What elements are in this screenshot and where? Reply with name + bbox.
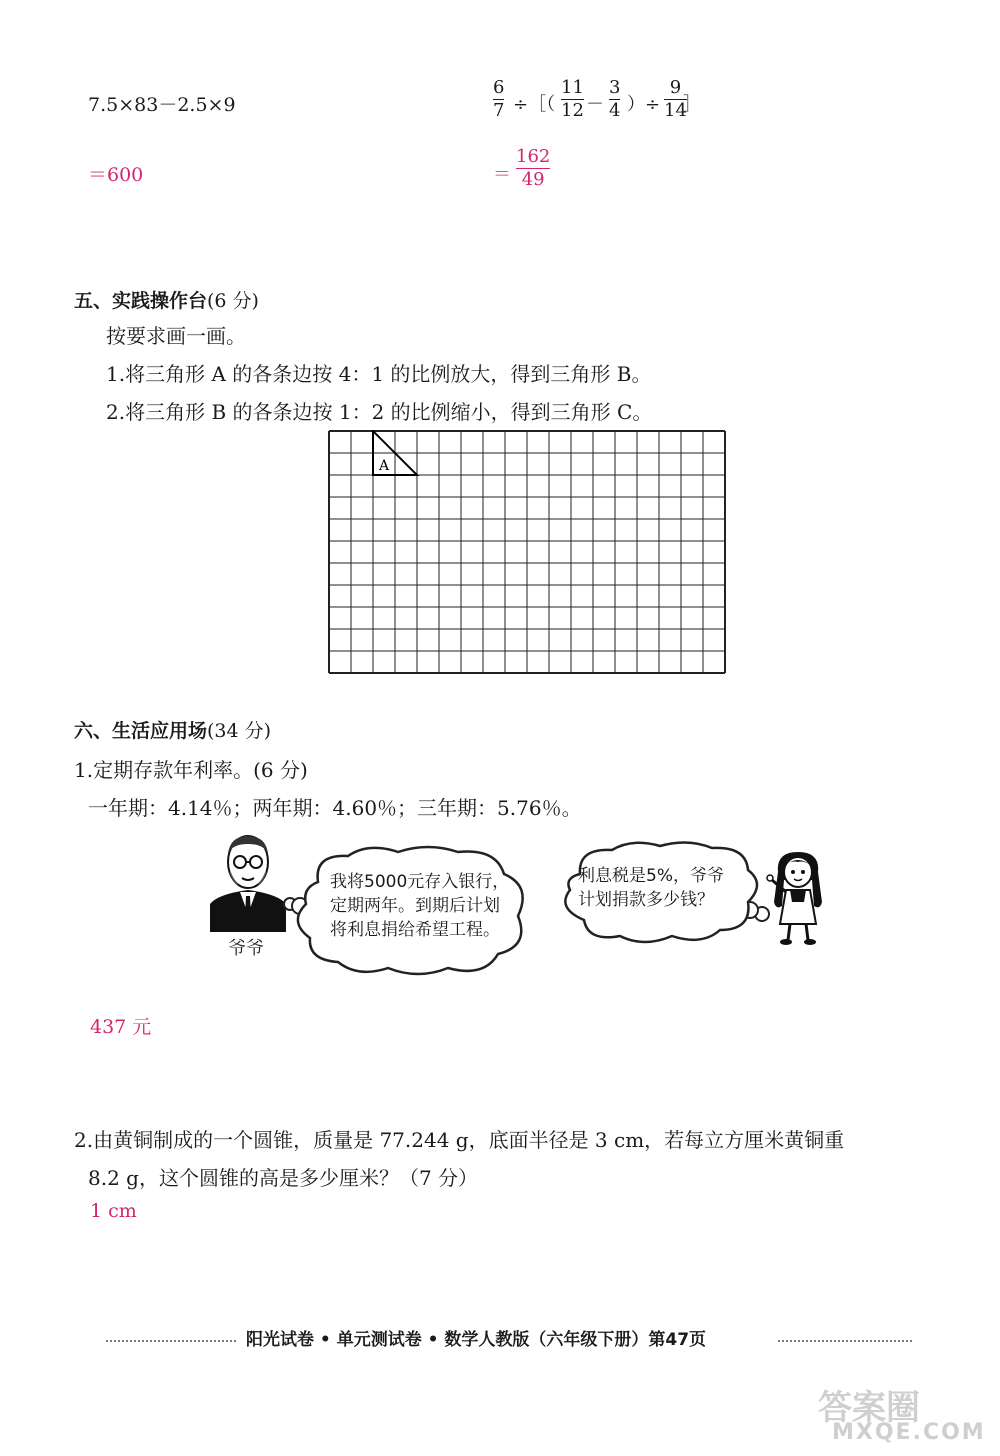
footer-rule-left bbox=[106, 1340, 236, 1342]
footer-text: 阳光试卷 • 单元测试卷 • 数学人教版（六年级下册）第47页 bbox=[246, 1330, 707, 1350]
section5-heading bbox=[74, 286, 259, 313]
section5-item1: 1.将三角形 A 的各条边按 4：1 的比例放大，得到三角形 B。 bbox=[106, 362, 652, 386]
bubble1-text bbox=[330, 870, 509, 942]
bubble1-line: 定期两年。到期后计划 bbox=[330, 896, 500, 916]
left-answer: ＝600 bbox=[88, 164, 144, 186]
denominator: 12 bbox=[561, 100, 584, 121]
numerator: 162 bbox=[516, 146, 551, 167]
q2-line1: 2.由黄铜制成的一个圆锥，质量是 77.244 g，底面半径是 3 cm，若每立方厘米黄铜重 bbox=[74, 1128, 845, 1152]
section5-instruction: 按要求画一画。 bbox=[106, 324, 246, 348]
q1-rates: 一年期：4.14％；两年期：4.60％；三年期：5.76％。 bbox=[88, 796, 582, 820]
numerator: 3 bbox=[609, 77, 621, 98]
watermark-logo: 答案圈 bbox=[818, 1388, 920, 1428]
operator: － bbox=[586, 94, 604, 115]
bubble1-line: 将利息捐给希望工程。 bbox=[330, 920, 500, 940]
grandpa-label: 爷爷 bbox=[228, 938, 264, 959]
q1-answer: 437 元 bbox=[90, 1016, 152, 1038]
section5-item2: 2.将三角形 B 的各条边按 1：2 的比例缩小，得到三角形 C。 bbox=[106, 400, 653, 424]
section6-heading bbox=[74, 716, 271, 743]
bubble2-line: 利息税是5%，爷爷 bbox=[578, 866, 724, 886]
numerator: 9 bbox=[669, 77, 682, 98]
right-answer-fraction bbox=[516, 146, 550, 191]
numerator: 11 bbox=[561, 77, 584, 98]
q2-line2: 8.2 g，这个圆锥的高是多少厘米？（7 分） bbox=[88, 1166, 479, 1190]
denominator: 4 bbox=[609, 100, 621, 121]
right-answer-eq: ＝ bbox=[493, 164, 511, 185]
section5-title: 五、实践操作台 bbox=[74, 290, 208, 312]
drawing-grid bbox=[328, 430, 730, 702]
footer-rule-right bbox=[778, 1340, 912, 1342]
grandpa-illustration bbox=[208, 832, 288, 932]
fraction-11-12 bbox=[561, 77, 584, 122]
operator: ）÷ bbox=[627, 94, 661, 115]
triangle-a-label: A bbox=[379, 458, 390, 474]
fraction-3-4 bbox=[609, 77, 620, 122]
q2-answer: 1 cm bbox=[90, 1200, 137, 1222]
section5-score: (6 分) bbox=[207, 290, 259, 312]
denominator: 14 bbox=[664, 100, 687, 121]
q1-title: 1.定期存款年利率。(6 分) bbox=[74, 758, 308, 782]
girl-illustration bbox=[764, 850, 830, 946]
bubble1-line: 我将5000元存入银行， bbox=[330, 872, 510, 892]
bubble2-text bbox=[578, 864, 724, 912]
operator: ］ bbox=[683, 94, 701, 115]
left-expression: 7.5×83－2.5×9 bbox=[88, 94, 236, 116]
denominator: 49 bbox=[521, 169, 545, 190]
numerator: 6 bbox=[493, 77, 505, 98]
operator: ÷［（ bbox=[513, 94, 556, 115]
section6-title: 六、生活应用场 bbox=[74, 720, 208, 742]
watermark-url: MXQE.COM bbox=[832, 1420, 986, 1445]
bubble2-line: 计划捐款多少钱？ bbox=[578, 890, 714, 910]
denominator: 7 bbox=[493, 100, 505, 121]
fraction-6-7 bbox=[493, 77, 504, 122]
section6-score: (34 分) bbox=[207, 720, 272, 742]
